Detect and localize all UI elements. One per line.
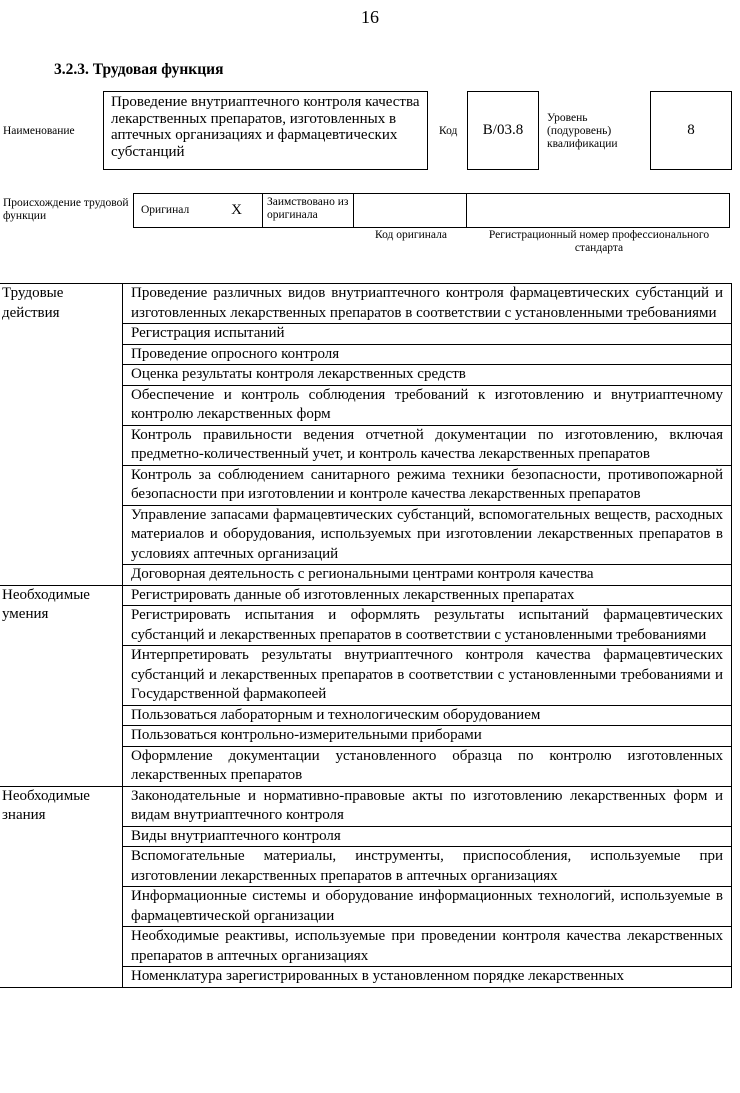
item-cell: Оформление документации установленного образца по контролю изготовленных лекарственных препаратов — [123, 746, 732, 786]
page-number: 16 — [361, 7, 379, 27]
original-label: Оригинал — [141, 204, 190, 216]
level-value-box: 8 — [650, 91, 732, 170]
item-cell: Договорная деятельность с региональными центрами контроля качества — [123, 565, 732, 586]
item-cell: Пользоваться лабораторным и технологическим оборудованием — [123, 705, 732, 726]
code-label: Код — [439, 125, 458, 137]
borrowed-label: Заимствовано из оригинала — [262, 193, 354, 228]
item-cell: Обеспечение и контроль соблюдения требований к изготовлению и внутриаптечному контролю лекарственных форм — [123, 385, 732, 425]
item-cell: Контроль за соблюдением санитарного режима техники безопасности, противопожарной безопасности при изготовлении и контроле качества лекарственных препаратов — [123, 465, 732, 505]
category-cell: Трудовые действия — [0, 284, 123, 586]
item-cell: Управление запасами фармацевтических субстанций, вспомогательных веществ, расходных материалов и оборудования, используемых при изготовлении лекарственных препаратов в условиях аптечных организаций — [123, 505, 732, 565]
table-row — [0, 585, 732, 606]
reg-number-caption: Регистрационный номер профессионального стандарта — [488, 229, 710, 254]
item-cell: Регистрация испытаний — [123, 324, 732, 345]
item-cell: Законодательные и нормативно-правовые акты по изготовлению лекарственных форм и видам внутриаптечного контроля — [123, 786, 732, 826]
function-name-box: Проведение внутриаптечного контроля качества лекарственных препаратов, изготовленных в аптечных организациях и фармацевтических субстанций — [103, 91, 428, 170]
item-cell: Виды внутриаптечного контроля — [123, 826, 732, 847]
category-cell: Необходимые знания — [0, 786, 123, 987]
table-row — [0, 284, 732, 324]
item-cell: Вспомогательные материалы, инструменты, приспособления, используемые при изготовлении лекарственных препаратов в аптечных организациях — [123, 847, 732, 887]
item-cell: Контроль правильности ведения отчетной документации по изготовлению, включая предметно-количественный учет, и контроль качества лекарственных препаратов — [123, 425, 732, 465]
origin-label: Происхождение трудовой функции — [3, 197, 129, 222]
code-value-box: B/03.8 — [467, 91, 539, 170]
category-cell: Необходимые умения — [0, 585, 123, 786]
name-label: Наименование — [3, 125, 75, 137]
code-original-cell — [353, 193, 467, 228]
code-original-caption: Код оригинала — [375, 229, 447, 241]
item-cell: Проведение опросного контроля — [123, 344, 732, 365]
table-row — [0, 786, 732, 826]
item-cell: Необходимые реактивы, используемые при проведении контроля качества лекарственных препаратов в аптечных организациях — [123, 927, 732, 967]
section-title: 3.2.3. Трудовая функция — [54, 61, 224, 78]
original-mark: X — [231, 202, 242, 218]
item-cell: Регистрировать испытания и оформлять результаты испытаний фармацевтических субстанций и лекарственных препаратов в соответствии с установленными требованиями — [123, 606, 732, 646]
item-cell: Информационные системы и оборудование информационных технологий, используемые в фармацевтической организации — [123, 887, 732, 927]
requirements-table — [0, 283, 732, 988]
item-cell: Оценка результаты контроля лекарственных средств — [123, 365, 732, 386]
item-cell: Регистрировать данные об изготовленных лекарственных препаратах — [123, 585, 732, 606]
level-label: Уровень (подуровень) квалификации — [547, 112, 618, 150]
item-cell: Пользоваться контрольно-измерительными приборами — [123, 726, 732, 747]
item-cell: Проведение различных видов внутриаптечного контроля фармацевтических субстанций и изготовленных лекарственных препаратов в соответствии с установленными требованиями — [123, 284, 732, 324]
item-cell: Номенклатура зарегистрированных в установленном порядке лекарственных — [123, 967, 732, 988]
item-cell: Интерпретировать результаты внутриаптечного контроля качества фармацевтических субстанций и лекарственных препаратов в соответствии с установленными требованиями и Государственной фармакопеей — [123, 646, 732, 706]
original-cell — [133, 193, 263, 228]
reg-number-cell — [466, 193, 730, 228]
origin-row — [134, 193, 730, 228]
